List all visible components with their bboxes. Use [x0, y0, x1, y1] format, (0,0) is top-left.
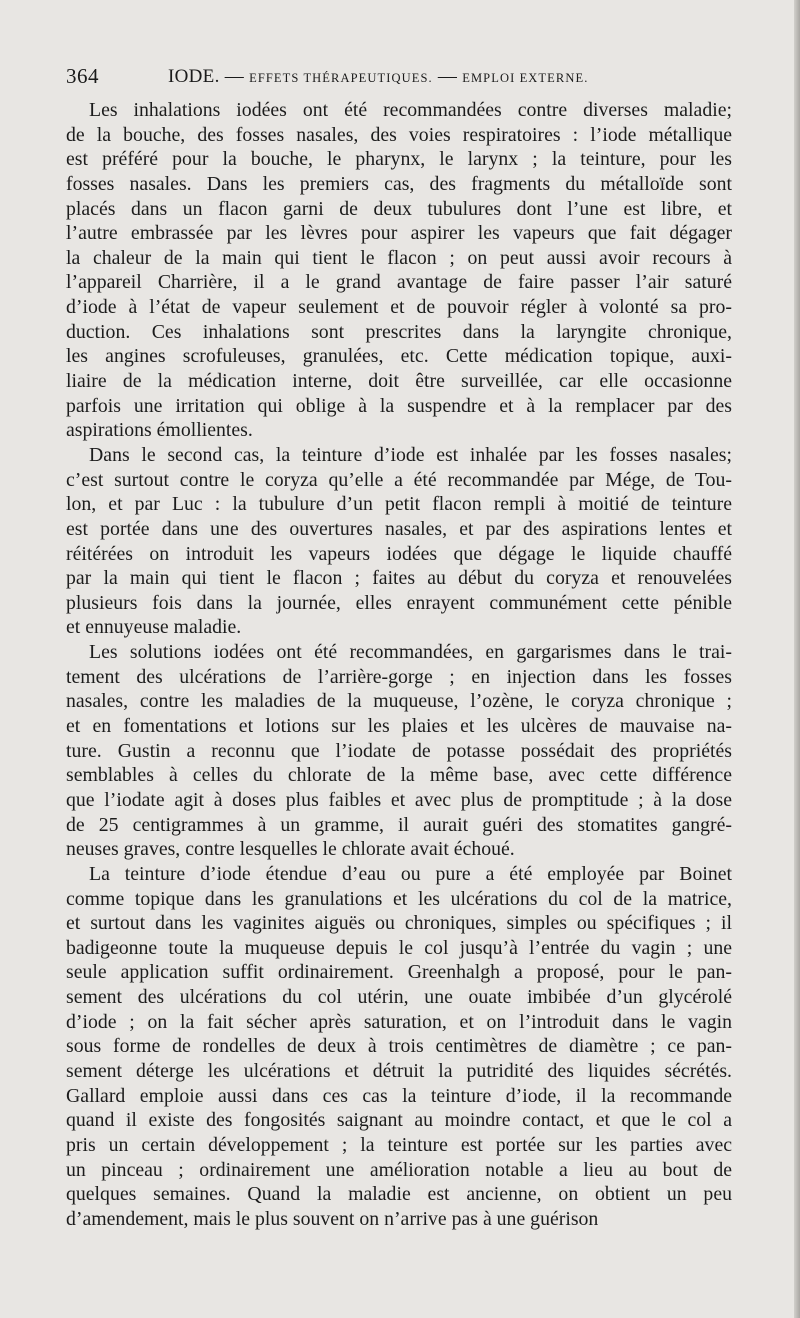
running-title-separator: —: [437, 66, 458, 87]
text-line: ture. Gustin a reconnu que l’iodate de potasse possédait des propriétés: [66, 739, 732, 762]
text-line: d’amendement, mais le plus souvent on n’arrive pas à une guérison: [66, 1207, 599, 1230]
text-line: la chaleur de la main qui tient le flacon ; on peut aussi avoir recours à: [66, 246, 732, 269]
text-line: et en fomentations et lotions sur les plaies et les ulcères de mauvaise na-: [66, 715, 732, 738]
paragraph: [66, 640, 732, 862]
text-line: sement déterge les ulcérations et détruit la putridité des liquides sécrétés.: [66, 1059, 732, 1082]
text-line: quelques semaines. Quand la maladie est ancienne, on obtient un peu: [66, 1183, 732, 1206]
text-line: et surtout dans les vaginites aiguës ou chroniques, simples ou spécifiques ; il: [66, 912, 732, 935]
running-title-main: IODE.: [168, 66, 220, 87]
text-line: aspirations émollientes.: [66, 419, 253, 442]
text-line: l’autre embrassée par les lèvres pour aspirer les vapeurs que fait dégager: [66, 222, 732, 245]
running-title-section: EFFETS THÉRAPEUTIQUES.: [249, 71, 433, 85]
text-line: lon, et par Luc : la tubulure d’un petit flacon rempli à moitié de teinture: [66, 493, 732, 516]
text-line: neuses graves, contre lesquelles le chlorate avait échoué.: [66, 838, 515, 861]
paragraph: [66, 98, 732, 443]
text-line: l’appareil Charrière, il a le grand avantage de faire passer l’air saturé: [66, 271, 732, 294]
text-line: seule application suffit ordinairement. Greenhalgh a proposé, pour le pan-: [66, 961, 732, 984]
text-line: sement des ulcérations du col utérin, une ouate imbibée d’un glycérolé: [66, 986, 732, 1009]
text-line: réitérées on introduit les vapeurs iodées que dégage le liquide chauffé: [66, 542, 732, 565]
text-line: que l’iodate agit à doses plus faibles et avec plus de promptitude ; à la dose: [66, 788, 732, 811]
text-line: un pinceau ; ordinairement une amélioration notable a lieu au bout de: [66, 1158, 732, 1181]
page-number: 364: [66, 64, 99, 88]
paragraph: [66, 443, 732, 640]
text-line: et ennuyeuse maladie.: [66, 616, 242, 639]
text-line: liaire de la médication interne, doit être surveillée, car elle occasionne: [66, 370, 732, 393]
text-line: d’iode ; on la fait sécher après saturation, et on l’introduit dans le vagin: [66, 1010, 732, 1033]
text-line: sous forme de rondelles de deux à trois centimètres de diamètre ; ce pan-: [66, 1035, 732, 1058]
text-line: semblables à celles du chlorate de la même base, avec cette différence: [66, 764, 732, 787]
text-line: fosses nasales. Dans les premiers cas, des fragments du métalloïde sont: [66, 172, 732, 195]
page-edge-shadow: [794, 0, 800, 1318]
text-line: par la main qui tient le flacon ; faites au début du coryza et renouvelées: [66, 567, 732, 590]
running-title-separator: —: [224, 66, 245, 87]
text-line: pris un certain développement ; la teinture est portée sur les parties avec: [66, 1133, 732, 1156]
text-line: c’est surtout contre le coryza qu’elle a été recommandée par Mége, de Tou-: [66, 468, 732, 491]
text-line: est portée dans une des ouvertures nasales, et par des aspirations lentes et: [66, 517, 732, 540]
text-line: plusieurs fois dans la journée, elles enrayent communément cette pénible: [66, 591, 732, 614]
running-title: [168, 66, 588, 88]
text-line: les angines scrofuleuses, granulées, etc. Cette médication topique, auxi-: [66, 345, 732, 368]
text-line: de la bouche, des fosses nasales, des voies respiratoires : l’iode métallique: [66, 123, 732, 146]
text-line: placés dans un flacon garni de deux tubulures dont l’une est libre, et: [66, 197, 732, 220]
text-line: comme topique dans les granulations et les ulcérations du col de la matrice,: [66, 887, 732, 910]
text-line: est préféré pour la bouche, le pharynx, le larynx ; la teinture, pour les: [66, 148, 732, 171]
running-title-subsection: EMPLOI EXTERNE.: [462, 71, 589, 85]
text-line: badigeonne toute la muqueuse depuis le col jusqu’à l’entrée du vagin ; une: [66, 936, 732, 959]
text-line: Gallard emploie aussi dans ces cas la teinture d’iode, il la recommande: [66, 1084, 732, 1107]
body-text: [66, 98, 732, 1231]
text-line: Dans le second cas, la teinture d’iode est inhalée par les fosses nasales;: [89, 443, 732, 466]
text-line: d’iode à l’état de vapeur seulement et de pouvoir régler à volonté sa pro-: [66, 296, 732, 319]
paragraph: [66, 862, 732, 1232]
text-line: nasales, contre les maladies de la muqueuse, l’ozène, le coryza chronique ;: [66, 690, 732, 713]
text-line: de 25 centigrammes à un gramme, il aurait guéri des stomatites gangré-: [66, 813, 732, 836]
text-line: La teinture d’iode étendue d’eau ou pure a été employée par Boinet: [89, 862, 732, 885]
text-line: tement des ulcérations de l’arrière-gorge ; en injection dans les fosses: [66, 665, 732, 688]
text-line: parfois une irritation qui oblige à la suspendre et à la remplacer par des: [66, 394, 732, 417]
text-line: Les solutions iodées ont été recommandées, en gargarismes dans le trai-: [89, 641, 732, 664]
text-line: quand il existe des fongosités saignant au moindre contact, et que le col a: [66, 1109, 732, 1132]
text-line: Les inhalations iodées ont été recommandées contre diverses maladie;: [89, 99, 732, 121]
text-line: duction. Ces inhalations sont prescrites dans la laryngite chronique,: [66, 320, 732, 343]
running-head: [66, 64, 732, 94]
